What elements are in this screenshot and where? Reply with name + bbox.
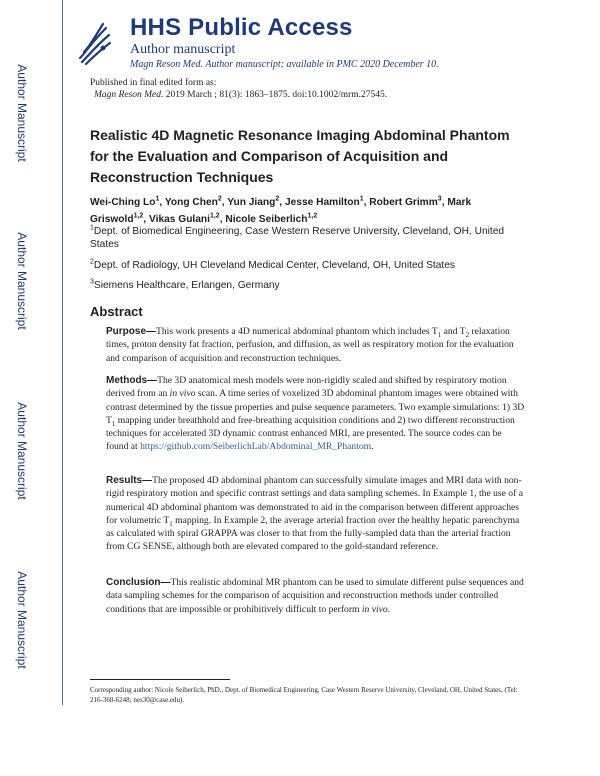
corresponding-author-footnote: Corresponding author: Nicole Seiberlich, PhD., Dept. of Biomedical Engineering, Case Western Reserve University, Cleveland, OH, United States, (Tel: 216-368-6248; nes30@case.edu). <box>90 686 518 704</box>
hhs-eagle-icon <box>76 18 112 66</box>
author-name: Jesse Hamilton <box>284 197 360 208</box>
journal-availability-line: Magn Reson Med. Author manuscript; available in PMC 2020 December 10. <box>130 59 439 70</box>
footnote-divider <box>90 679 230 680</box>
abstract-conclusion: Conclusion—This realistic abdominal MR phantom can be used to simulate different pulse sequences and data sampling schemes for the comparison of acquisition and reconstruction methods under controlled conditions that are impossible or prohibitively difficult to perform in vivo. <box>106 577 524 615</box>
hhs-public-access-title: HHS Public Access <box>130 14 353 41</box>
margin-label-author-manuscript: Author Manuscript <box>15 232 29 330</box>
author-name: Mark Griswold <box>90 197 472 225</box>
published-label: Published in final edited form as: <box>90 78 217 88</box>
author-name: Yong Chen <box>164 197 218 208</box>
author-manuscript-label: Author manuscript <box>130 42 236 57</box>
author-name: Nicole Seiberlich <box>225 214 308 225</box>
author-name: Wei-Ching Lo <box>90 197 156 208</box>
abstract-results: Results—The proposed 4D abdominal phantom can successfully simulate images and MRI data with non-rigid respiratory motion and specific contrast settings and data sampling schemes. In Example 1, the use of a numerical 4D abdominal phantom was demonstrated to aid in the comparison between different approaches for volumetric $T_1$ mapping. In Example 2, the average arterial fraction over the healthy hepatic parenchyma as calculated with spiral GRAPPA was closer to that from the fully-sampled data than the arterial fraction from CG SENSE, although both are elevated compared to the gold-standard reference. <box>106 475 523 553</box>
author-name: Yun Jiang <box>227 197 276 208</box>
author-list: Wei-Ching Lo$^1$, Yong Chen$^2$, Yun Jiang$^2$, Jesse Hamilton$^1$, Robert Grimm$^3$, Mark Griswold$^{1,2}$, Vikas Gulani$^{1,2}$, Nicole Seiberlich$^{1,2}$ <box>90 195 472 225</box>
margin-label-author-manuscript: Author Manuscript <box>15 402 29 500</box>
margin-divider <box>62 0 63 705</box>
abstract-purpose: Purpose—This work presents a 4D numerical abdominal phantom which includes $T_1$ and $T_2$ relaxation times, proton density fat fraction, perfusion, and diffusion, as well as respiratory motion for the evaluation and comparison of acquisition and reconstruction techniques. <box>106 326 514 364</box>
margin-label-author-manuscript: Author Manuscript <box>15 571 29 669</box>
abstract-methods: Methods—The 3D anatomical mesh models were non-rigidly scaled and shifted by respiratory motion derived from an in vivo scan. A time series of voxelized 3D abdominal phantom images were obtained with contrast determined by the tissue properties and pulse sequence parameters. Two example simulations: 1) 3D $T_1$ mapping under breathhold and free-breathing acquisition conditions and 2) two different reconstruction techniques for accelerated 3D dynamic contrast enhanced MRI, are presented. The source codes can be found at https://github.com/SeiberlichLab/Abdominal_MR_Phantom. <box>106 375 525 453</box>
author-name: Robert Grimm <box>369 197 438 208</box>
affiliation: $^3$Siemens Healthcare, Erlangen, Germany <box>90 278 280 291</box>
abstract-heading: Abstract <box>90 304 143 319</box>
affiliation: $^1$Dept. of Biomedical Engineering, Case Western Reserve University, Cleveland, OH, United States <box>90 224 505 250</box>
affiliation: $^2$Dept. of Radiology, UH Cleveland Medical Center, Cleveland, OH, United States <box>90 258 455 271</box>
citation: Magn Reson Med. 2019 March ; 81(3): 1863–1875. doi:10.1002/mrm.27545. <box>94 90 388 100</box>
author-name: Vikas Gulani <box>149 214 210 225</box>
margin-label-author-manuscript: Author Manuscript <box>15 64 29 162</box>
article-title: Realistic 4D Magnetic Resonance Imaging Abdominal Phantom for the Evaluation and Comparison of Acquisition and Reconstruction Techniques <box>90 127 510 185</box>
github-link[interactable]: https://github.com/SeiberlichLab/Abdominal_MR_Phantom <box>140 441 372 453</box>
